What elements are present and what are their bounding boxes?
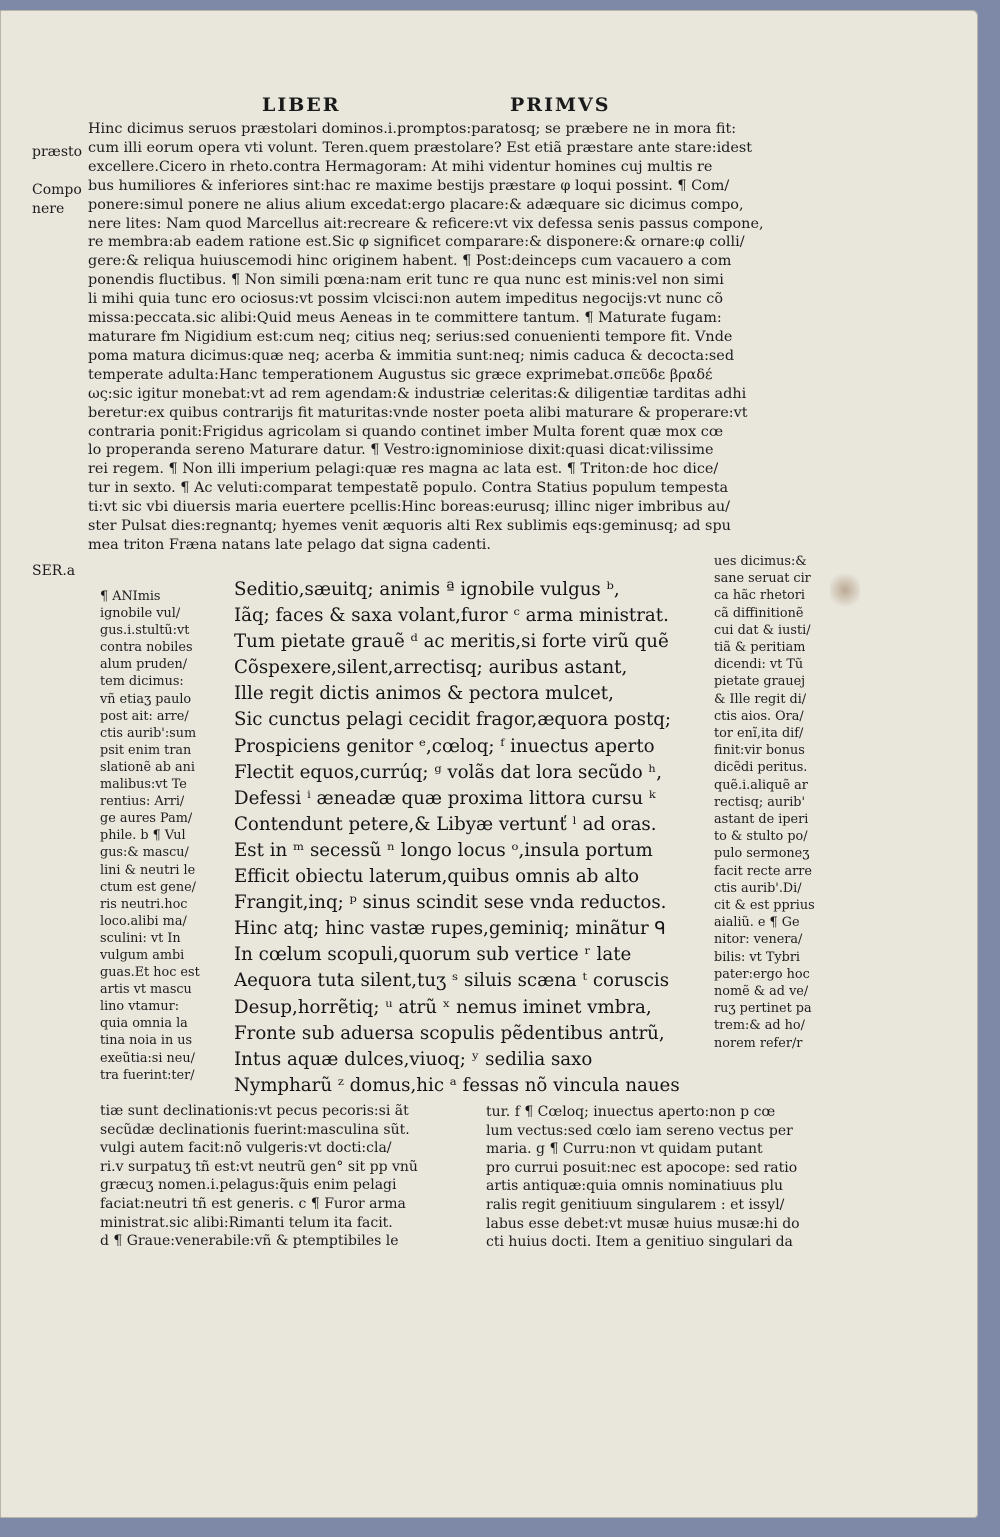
poem-line: Cõspexere,silent,arrectisq; auribus astant, (234, 657, 628, 679)
gloss-line: pietate grauej (714, 674, 806, 690)
poem-line: Hinc atq; hinc vastæ rupes,geminiq; minãtur ᑫ (234, 918, 666, 940)
gloss-line: psit enim tran (100, 742, 192, 758)
gloss-line: ignobile vul/ (100, 606, 181, 622)
gloss-line: vulgum ambi (100, 947, 185, 963)
commentary-line: ponere:simul ponere ne alius alium excedat:ergo placare:& adæquare sic dicimus compo, (88, 196, 744, 213)
poem-line: Prospiciens genitor ᵉ,cœloq; ᶠ inuectus aperto (234, 735, 655, 757)
gloss-line: ris neutri.hoc (100, 896, 188, 912)
running-header-left: LIBER (262, 94, 341, 116)
ser-label: SER.a (32, 563, 76, 579)
gloss-line: gus:& mascu/ (100, 845, 189, 861)
book-page (0, 10, 978, 1518)
gloss-line: lino vtamur: (100, 999, 180, 1015)
commentary-line: vulgi autem facit:nõ vulgeris:vt docti:cla/ (100, 1140, 392, 1157)
poem-line: Tum pietate grauẽ ᵈ ac meritis,si forte virũ quẽ (234, 631, 669, 653)
commentary-line: maria. g ¶ Curru:non vt quidam putant (486, 1141, 763, 1158)
gloss-line: cui dat & iusti/ (714, 622, 811, 638)
poem-line: In cœlum scopuli,quorum sub vertice ʳ late (234, 944, 632, 966)
gloss-line: post ait: arre/ (100, 708, 189, 724)
gloss-line: astant de iperi (714, 812, 809, 828)
gloss-line: finit:vir bonus (714, 743, 805, 759)
commentary-line: labus esse debet:vt musæ huius musæ:hi do (486, 1215, 800, 1232)
gloss-line: loco.alibi ma/ (100, 913, 187, 929)
gloss-line: ctis aios. Ora/ (714, 708, 804, 724)
commentary-line: lo properanda sereno Maturare datur. ¶ Vestro:ignominiose dixit:quasi dicat:vilissime (88, 442, 714, 459)
commentary-line: Hinc dicimus seruos præstolari dominos.i.promptos:paratosq; se præbere ne in mora fit: (88, 121, 737, 137)
margin-note-compo: Compo (32, 182, 82, 198)
poem-line: Frangit,inq; ᵖ sinus scindit sese vnda reductos. (234, 892, 667, 914)
commentary-line: ως:sic igitur monebat:vt ad rem agendam:& industriæ celeritas:& diligentiæ tarditas adhi (88, 385, 747, 402)
commentary-line: nere lites: Nam quod Marcellus ait:recreare & reficere:vt vix defessa senis passus compone, (88, 215, 764, 232)
commentary-line: græcuʒ nomen.i.pelagus:q̃uis enim pelagi (100, 1177, 397, 1194)
commentary-line: tur. f ¶ Cœloq; inuectus aperto:non p cœ (486, 1104, 776, 1120)
commentary-line: poma matura dicimus:quæ neq; acerba & immitia sunt:neq; nimis caduca & decocta:sed (88, 347, 735, 364)
commentary-line: temperate adulta:Hanc temperationem Augustus sic græce exprimebat.σπεῦδε βραδέ (88, 366, 713, 383)
poem-text (234, 577, 714, 1099)
gloss-line: sane seruat cir (714, 571, 811, 587)
gloss-line: aialiũ. e ¶ Ge (714, 915, 800, 931)
gloss-line: tem dicimus: (100, 674, 184, 690)
poem-line: Desup,horrẽtiq; ᵘ atrũ ˣ nemus iminet vmbra, (234, 996, 652, 1018)
poem-line: Defessi ⁱ æneadæ quæ proxima littora cursu ᵏ (234, 787, 656, 809)
gloss-line: quẽ.i.aliquẽ ar (714, 777, 808, 793)
gloss-right-column (714, 553, 854, 1052)
commentary-line: mea triton Fræna natans late pelago dat signa cadenti. (88, 536, 491, 553)
gloss-line: dicendi: vt Tũ (714, 657, 804, 673)
margin-note-nere: nere (32, 201, 65, 217)
gloss-line: cit & est pprius (714, 898, 815, 914)
commentary-line: faciat:neutri tñ est generis. c ¶ Furor arma (100, 1195, 406, 1212)
poem-line: Nympharũ ᶻ domus,hic ᵃ fessas nõ vincula naues (234, 1074, 680, 1096)
commentary-line: ster Pulsat dies:regnantq; hyemes venit æquoris alti Rex sublimis eqs:geminusq; ad spu (88, 518, 731, 535)
commentary-line: re membra:ab eadem ratione est.Sic φ significet comparare:& disponere:& ornare:φ colli/ (88, 234, 745, 251)
commentary-top (88, 120, 848, 555)
gloss-line: gus.i.stultũ:vt (100, 623, 190, 639)
gloss-line: pulo sermoneʒ (714, 846, 810, 862)
commentary-line: lum vectus:sed cœlo iam sereno vectus per (486, 1122, 793, 1139)
gloss-line: phile. b ¶ Vul (100, 828, 186, 844)
gloss-line: exeũtia:si neu/ (100, 1050, 195, 1066)
gloss-line: lini & neutri le (100, 862, 196, 878)
commentary-line: rei regem. ¶ Non illi imperium pelagi:quæ res magna ac lata est. ¶ Triton:de hoc dice/ (88, 461, 719, 478)
margin-note-praesto: præsto (32, 144, 83, 160)
gloss-line: rentius: Arri/ (100, 794, 185, 810)
poem-line: Iãq; faces & saxa volant,furor ᶜ arma ministrat. (234, 605, 669, 627)
commentary-line: ralis regit genitiuum singularem : et issyl/ (486, 1196, 785, 1213)
commentary-line: excellere.Cicero in rheto.contra Hermagoram: At mihi videntur homines cuj multis re (88, 158, 713, 175)
gloss-line: ge aures Pam/ (100, 811, 193, 827)
gloss-line: norem refer/r (714, 1035, 803, 1051)
poem-line: Seditio,sæuitq; animis ª ignobile vulgus ᵇ, (234, 579, 620, 600)
commentary-line: cum illi eorum opera vti volunt. Teren.quem præstolare? Est etiã præstare ante stare:idest (88, 139, 753, 156)
gloss-line: to & stulto po/ (714, 829, 808, 845)
gloss-line: ¶ ANImis (100, 589, 161, 604)
poem-line: Efficit obiectu laterum,quibus omnis ab alto (234, 866, 640, 888)
commentary-line: bus humiliores & inferiores sint:hac re maxime bestijs præstare φ loqui possint. ¶ Com/ (88, 177, 730, 194)
gloss-left-column (100, 588, 228, 1084)
poem-line: Ille regit dictis animos & pectora mulcet, (234, 683, 614, 705)
gloss-line: alum pruden/ (100, 657, 188, 673)
commentary-line: maturare fm Nigidium est:cum neq; citius neq; serius:sed conuenienti tempore fit. Vnde (88, 328, 733, 345)
poem-line: Fronte sub aduersa scopulis pẽdentibus antrũ, (234, 1022, 665, 1044)
gloss-line: contra nobiles (100, 640, 193, 656)
gloss-line: facit recte arre (714, 863, 812, 879)
gloss-line: ca hãc rhetori (714, 588, 805, 604)
gloss-line: ctis aurib':sum (100, 725, 197, 741)
gloss-line: tra fuerint:ter/ (100, 1067, 195, 1083)
gloss-line: & Ille regit di/ (714, 691, 807, 707)
commentary-line: li mihi quia tunc ero ociosus:vt possim vlcisci:non autem impeditus negocijs:vt nunc cõ (88, 291, 724, 308)
gloss-line: rectisq; aurib' (714, 794, 806, 810)
gloss-line: ctum est gene/ (100, 879, 196, 895)
gloss-line: ruʒ pertinet pa (714, 1001, 812, 1017)
gloss-line: artis vt mascu (100, 982, 192, 998)
commentary-bottom-right (486, 1103, 846, 1252)
commentary-line: ponendis fluctibus. ¶ Non simili pœna:nam erit tunc re qua nunc est minis:vel non simi (88, 272, 724, 289)
gloss-line: nitor: venera/ (714, 932, 803, 948)
commentary-line: missa:peccata.sic alibi:Quid meus Aeneas in te committere tantum. ¶ Maturate fugam: (88, 310, 722, 327)
gloss-line: cã diffinitionẽ (714, 605, 804, 621)
poem-line: Est in ᵐ secessũ ⁿ longo locus ᵒ,insula portum (234, 839, 653, 861)
gloss-line: pater:ergo hoc (714, 966, 810, 982)
gloss-line: bilis: vt Tybri (714, 949, 801, 965)
poem-line: Flectit equos,currúq; ᵍ volãs dat lora secũdo ʰ, (234, 761, 663, 783)
commentary-line: tur in sexto. ¶ Ac veluti:comparat tempestatẽ populo. Contra Statius populum tempesta (88, 480, 729, 497)
gloss-line: guas.Et hoc est (100, 965, 200, 981)
commentary-line: beretur:ex quibus contrarijs fit maturitas:vnde noster poeta alibi maturare & properare:vt (88, 404, 748, 421)
commentary-line: contraria ponit:Frigidus agricolam si quando continet imber Multa forent quæ mox cœ (88, 423, 724, 440)
commentary-line: ti:vt sic vbi diuersis maria euertere pcellis:Hinc boreas:eurusq; illinc niger imbribus au/ (88, 499, 730, 516)
gloss-line: nomẽ & ad ve/ (714, 984, 809, 1000)
running-header-right: PRIMVS (510, 94, 611, 116)
commentary-line: ministrat.sic alibi:Rimanti telum ita facit. (100, 1214, 393, 1231)
commentary-line: cti huius docti. Item a genitiuo singulari da (486, 1234, 793, 1251)
commentary-line: artis antiquæ:quia omnis nominatiuus plu (486, 1178, 783, 1195)
commentary-line: tiæ sunt declinationis:vt pecus pecoris:si ãt (100, 1103, 409, 1119)
gloss-line: dicẽdi peritus. (714, 760, 808, 776)
commentary-line: secũdæ declinationis fuerint:masculina sũt. (100, 1121, 410, 1138)
gloss-line: vñ etiaʒ paulo (100, 691, 192, 707)
commentary-bottom-left (100, 1102, 472, 1251)
poem-line: Contendunt petere,& Libyæ vertunť ˡ ad oras. (234, 813, 657, 835)
gloss-line: ues dicimus:& (714, 554, 807, 569)
poem-line: Sic cunctus pelagi cecidit fragor,æquora postq; (234, 709, 672, 731)
gloss-line: sculini: vt In (100, 930, 181, 946)
gloss-line: malibus:vt Te (100, 777, 187, 793)
commentary-line: ri.v surpatuʒ tñ est:vt neutrũ gen° sit pp vnũ (100, 1158, 418, 1175)
commentary-line: d ¶ Graue:venerabile:vñ & ptemptibiles le (100, 1233, 399, 1250)
poem-line: Aequora tuta silent,tuʒ ˢ siluis scæna ᵗ coruscis (234, 970, 670, 992)
gloss-line: tina noia in us (100, 1033, 193, 1049)
commentary-line: pro currui posuit:nec est apocope: sed ratio (486, 1159, 798, 1176)
gloss-line: slationẽ ab ani (100, 759, 195, 775)
poem-line: Intus aquæ dulces,viuoq; ʸ sedilia saxo (234, 1048, 593, 1070)
gloss-line: ctis aurib'.Di/ (714, 880, 802, 896)
gloss-line: tor enĩ,ita dif/ (714, 726, 804, 742)
commentary-line: gere:& reliqua huiuscemodi hinc originem habent. ¶ Post:deinceps cum vacauero a com (88, 253, 732, 270)
gloss-line: tiã & peritiam (714, 640, 806, 656)
gloss-line: trem:& ad ho/ (714, 1018, 805, 1034)
gloss-line: quia omnia la (100, 1016, 188, 1032)
